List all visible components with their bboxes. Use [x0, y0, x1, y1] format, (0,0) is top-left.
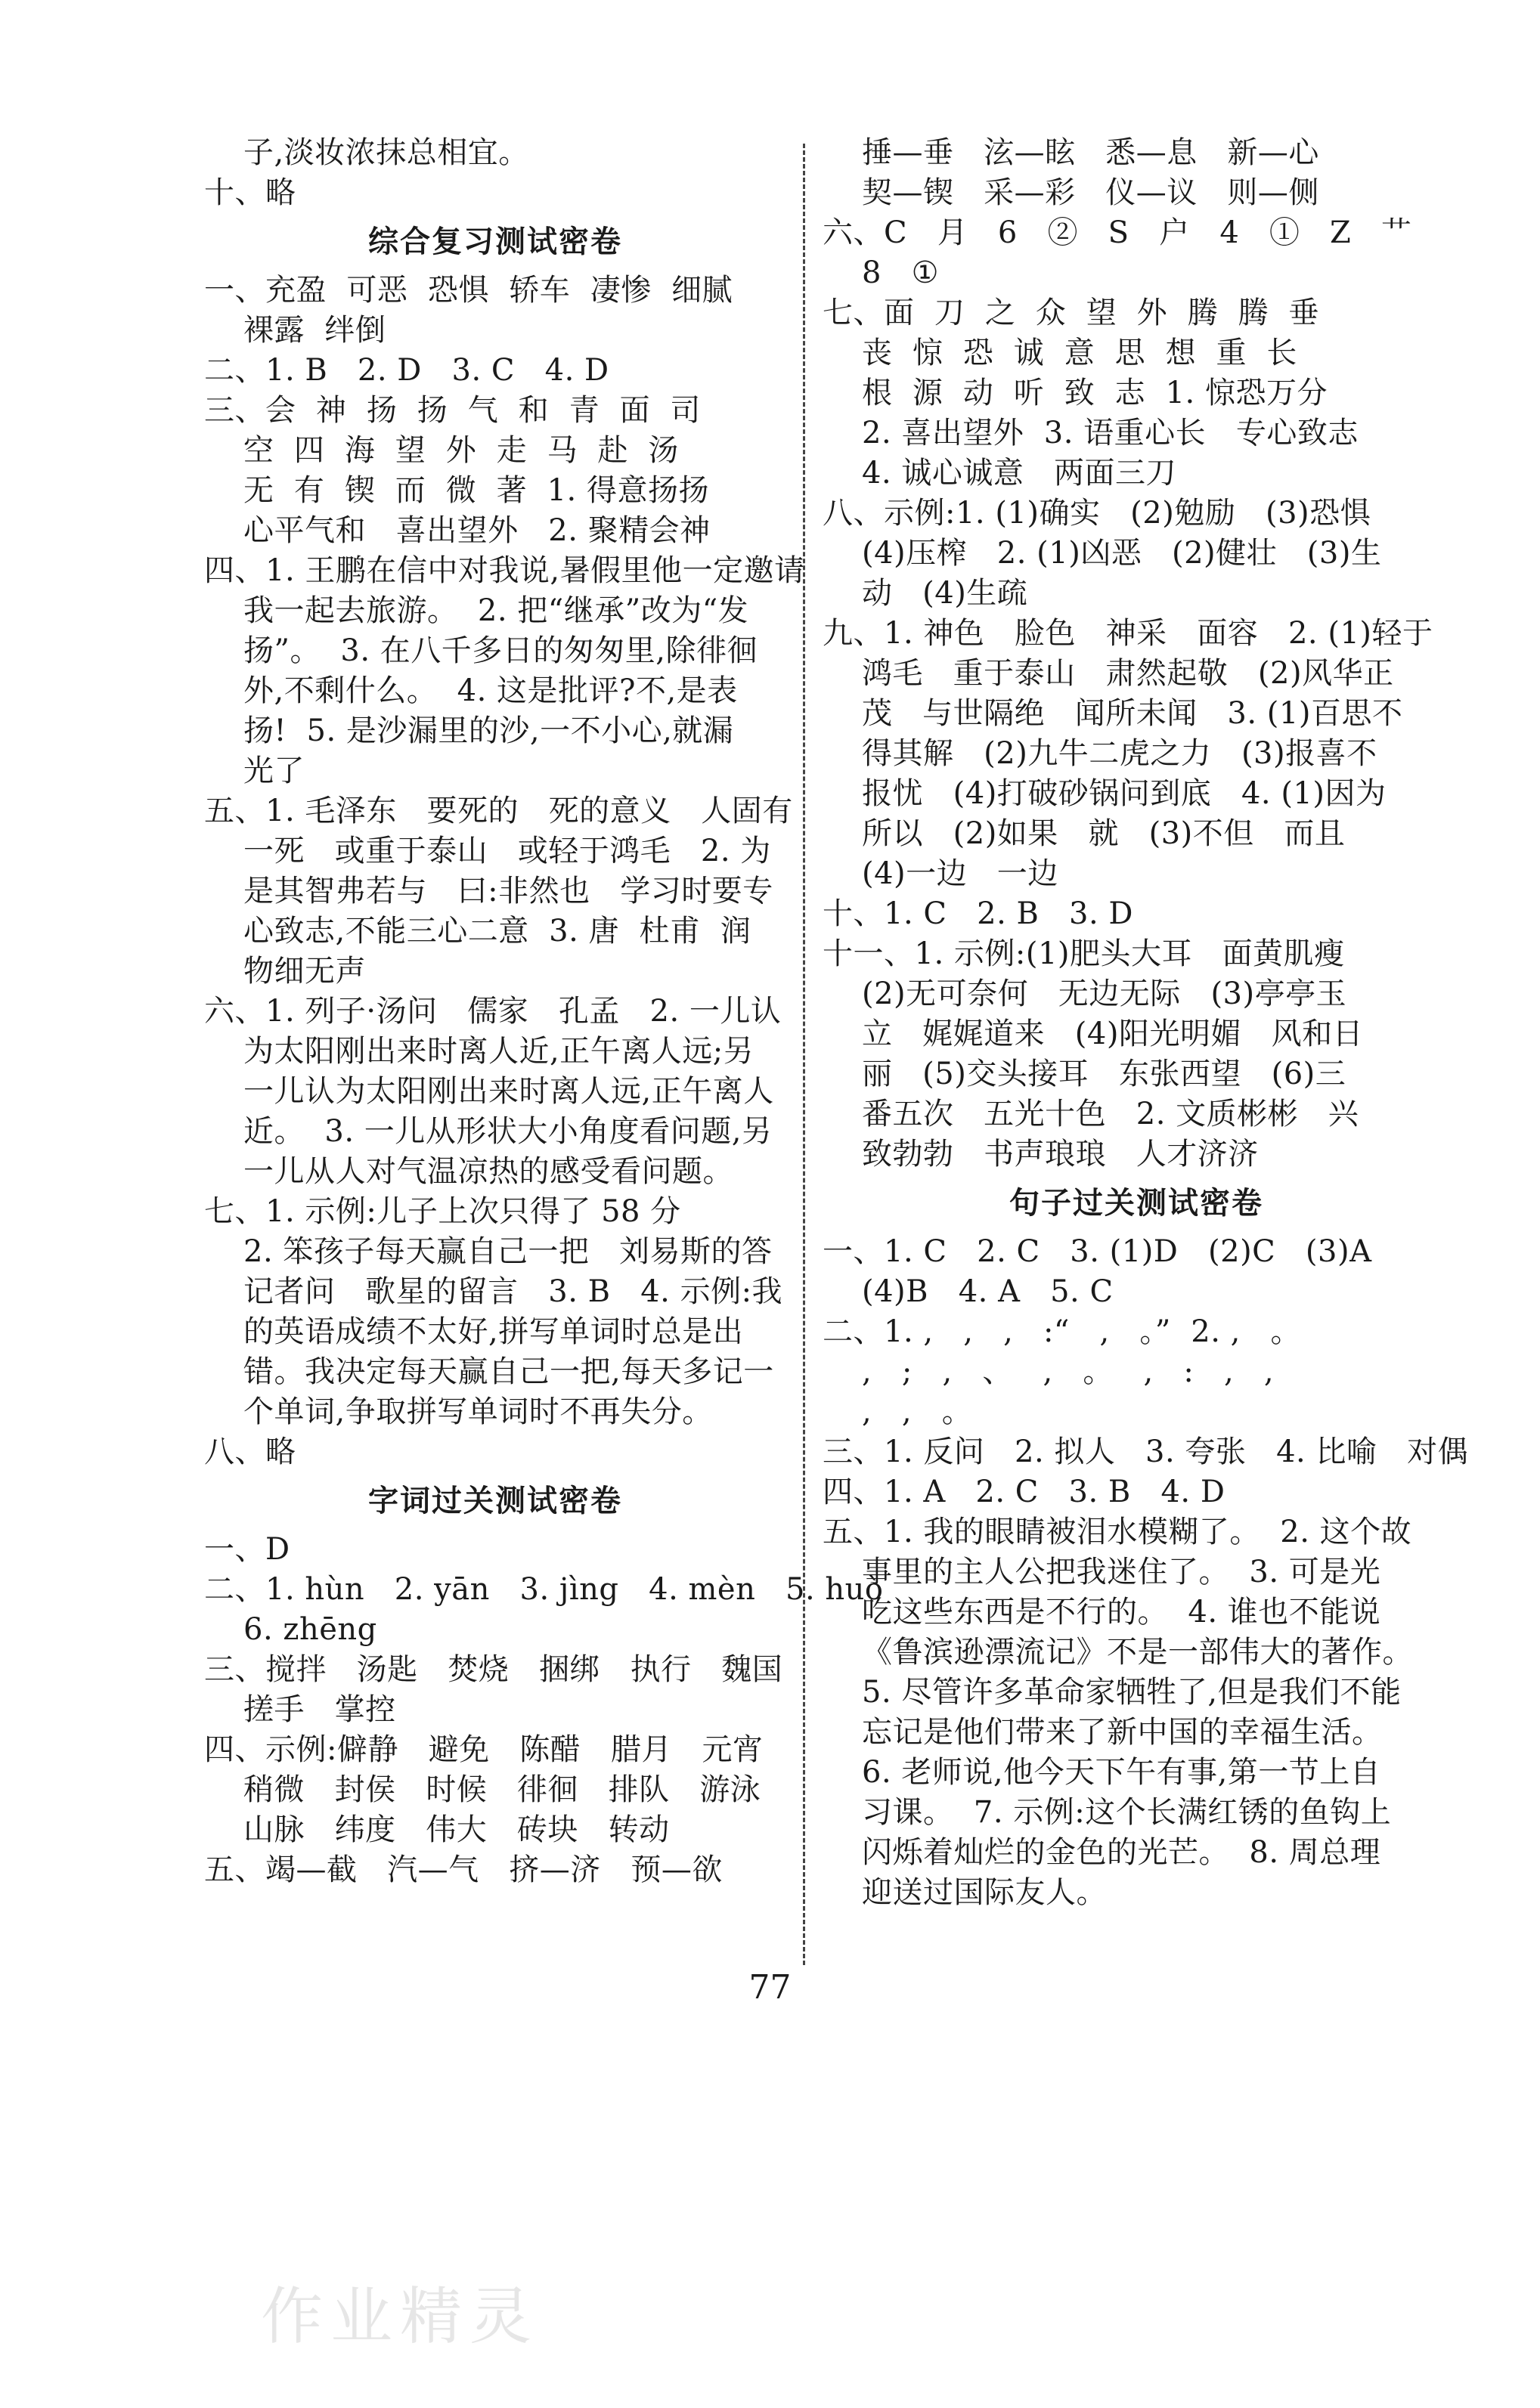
answer-line: 一、D [204, 1532, 290, 1567]
answer-line: (4)压榨 2. (1)凶恶 (2)健壮 (3)生 [862, 536, 1382, 571]
answer-line: 我一起去旅游。 2. 把“继承”改为“发 [243, 593, 749, 628]
answer-line: 契—锲 采—彩 仪—议 则—侧 [862, 175, 1319, 210]
answer-line: 6. 老师说,他今天下午有事,第一节上自 [862, 1755, 1381, 1790]
answer-line: 二、1. , , , :“ , 。” 2. , 。 [823, 1314, 1302, 1349]
answer-line: 得其解 (2)九牛二虎之力 (3)报喜不 [862, 736, 1377, 771]
answer-line: 吃这些东西是不行的。 4. 谁也不能说 [862, 1595, 1381, 1630]
answer-line: 错。我决定每天赢自己一把,每天多记一 [243, 1354, 774, 1389]
answer-line: 九、1. 神色 脸色 神采 面容 2. (1)轻于 [823, 616, 1433, 651]
answer-line: 山脉 纬度 伟大 砖块 转动 [243, 1812, 670, 1847]
answer-line: 一死 或重于泰山 或轻于鸿毛 2. 为 [243, 834, 771, 868]
answer-line: 三、1. 反问 2. 拟人 3. 夸张 4. 比喻 对偶 [823, 1435, 1469, 1469]
answer-line: 十一、1. 示例:(1)肥头大耳 面黄肌瘦 [823, 936, 1345, 971]
right-answer-column [823, 133, 1469, 1913]
answer-line: 动 (4)生疏 [862, 576, 1028, 611]
answer-line: 心致志,不能三心二意 3. 唐 杜甫 润 [243, 914, 751, 949]
watermark-logo: 作业精灵 [261, 2281, 540, 2353]
answer-line: 忘记是他们带来了新中国的幸福生活。 [862, 1715, 1383, 1750]
answer-line: 迎送过国际友人。 [862, 1875, 1107, 1910]
answer-line: 物细无声 [243, 954, 366, 989]
answer-line: 八、示例:1. (1)确实 (2)勉励 (3)恐惧 [823, 496, 1371, 531]
answer-line: 一儿从人对气温凉热的感受看问题。 [243, 1154, 733, 1189]
answer-line: 外,不剩什么。 4. 这是批评?不,是表 [243, 673, 738, 708]
answer-line: 七、1. 示例:儿子上次只得了 58 分 [204, 1194, 681, 1229]
answer-line: 一儿认为太阳刚出来时离人远,正午离人 [243, 1074, 774, 1109]
answer-line: 是其智弗若与 曰:非然也 学习时要专 [243, 874, 773, 908]
answer-line: 二、1. hùn 2. yān 3. jìng 4. mèn 5. huò [204, 1572, 884, 1607]
answer-line: 5. 尽管许多革命家牺牲了,但是我们不能 [862, 1675, 1402, 1710]
answer-line: 裸露 绊倒 [243, 313, 386, 348]
answer-line: 的英语成绩不太好,拼写单词时总是出 [243, 1314, 744, 1349]
left-answer-column [204, 133, 884, 1890]
answer-line: 五、1. 毛泽东 要死的 死的意义 人固有 [204, 794, 793, 828]
answer-line: 所以 (2)如果 就 (3)不但 而且 [862, 816, 1346, 851]
answer-line: 4. 诚心诚意 两面三刀 [862, 456, 1177, 491]
answer-line: 无 有 锲 而 微 著 1. 得意扬扬 [243, 473, 709, 508]
answer-line: 一、1. C 2. C 3. (1)D (2)C (3)A [823, 1234, 1372, 1269]
answer-line: 鸿毛 重于泰山 肃然起敬 (2)风华正 [862, 656, 1394, 691]
answer-line: 四、示例:僻静 避免 陈醋 腊月 元宵 [204, 1732, 764, 1767]
answer-line: 茂 与世隔绝 闻所未闻 3. (1)百思不 [862, 696, 1403, 731]
answer-line: 扬”。 3. 在八千多日的匆匆里,除徘徊 [243, 633, 758, 668]
answer-line: , , 。 [862, 1394, 973, 1429]
answer-line: 致勃勃 书声琅琅 人才济济 [862, 1137, 1259, 1172]
answer-line: (2)无可奈何 无边无际 (3)亭亭玉 [862, 977, 1347, 1011]
answer-line: 六、C 月 6 ② S 户 4 ① Z 艹 [823, 215, 1412, 250]
answer-line: 6. zhēng [243, 1612, 377, 1647]
answer-line: 八、略 [204, 1435, 296, 1469]
answer-line: 立 娓娓道来 (4)阳光明媚 风和日 [862, 1017, 1364, 1051]
answer-line: 根 源 动 听 致 志 1. 惊恐万分 [862, 376, 1328, 410]
answer-line: 五、竭—截 汽—气 挤—济 预—欲 [204, 1852, 723, 1887]
answer-line: 四、1. A 2. C 3. B 4. D [823, 1475, 1225, 1509]
answer-line: 搓手 掌控 [243, 1692, 396, 1727]
answer-line: 光了 [243, 754, 305, 788]
answer-line: 心平气和 喜出望外 2. 聚精会神 [243, 513, 711, 548]
page-number: 77 [748, 1968, 792, 2007]
answer-line: 十、1. C 2. B 3. D [823, 896, 1133, 931]
answer-line: 十、略 [204, 175, 296, 210]
answer-line: 空 四 海 望 外 走 马 赴 汤 [243, 433, 679, 468]
answer-line: 报忧 (4)打破砂锅问到底 4. (1)因为 [862, 776, 1387, 811]
answer-line: 闪烁着灿烂的金色的光芒。 8. 周总理 [862, 1835, 1381, 1870]
answer-line: 个单词,争取拼写单词时不再失分。 [243, 1394, 713, 1429]
answer-line: 三、会 神 扬 扬 气 和 青 面 司 [204, 393, 701, 428]
answer-line: 事里的主人公把我迷住了。 3. 可是光 [862, 1555, 1381, 1589]
answer-line: 稍微 封侯 时候 徘徊 排队 游泳 [243, 1772, 761, 1807]
answer-line: 捶—垂 泫—眩 悉—息 新—心 [862, 135, 1319, 170]
answer-line: 扬! 5. 是沙漏里的沙,一不小心,就漏 [243, 713, 734, 748]
answer-line: 8 ① [862, 255, 939, 290]
answer-line: , ; , 、 , 。 , : , , [862, 1354, 1275, 1389]
answer-line: 2. 喜出望外 3. 语重心长 专心致志 [862, 416, 1359, 450]
answer-line: 2. 笨孩子每天赢自己一把 刘易斯的答 [243, 1234, 773, 1269]
answer-line: 为太阳刚出来时离人近,正午离人远;另 [243, 1034, 755, 1069]
section-title: 综合复习测试密卷 [368, 224, 622, 259]
answer-line: 四、1. 王鹏在信中对我说,暑假里他一定邀请 [204, 553, 805, 588]
answer-line: 六、1. 列子·汤问 儒家 孔孟 2. 一儿认 [204, 994, 782, 1029]
answer-line: 番五次 五光十色 2. 文质彬彬 兴 [862, 1097, 1359, 1131]
answer-line: 近。 3. 一儿从形状大小角度看问题,另 [243, 1114, 773, 1149]
answer-line: 记者问 歌星的留言 3. B 4. 示例:我 [243, 1274, 783, 1309]
answer-line: 《鲁滨逊漂流记》不是一部伟大的著作。 [862, 1635, 1413, 1670]
answer-line: 丧 惊 恐 诚 意 思 想 重 长 [862, 336, 1297, 370]
answer-line: 三、搅拌 汤匙 焚烧 捆绑 执行 魏国 [204, 1652, 783, 1687]
answer-line: 习课。 7. 示例:这个长满红锈的鱼钩上 [862, 1795, 1392, 1830]
answer-line: 丽 (5)交头接耳 东张西望 (6)三 [862, 1057, 1346, 1091]
section-title: 字词过关测试密卷 [368, 1484, 622, 1518]
answer-line: 子,淡妆浓抹总相宜。 [243, 135, 529, 170]
answer-line: 二、1. B 2. D 3. C 4. D [204, 353, 609, 388]
answer-line: (4)一边 一边 [862, 856, 1058, 891]
answer-line: 一、充盈 可恶 恐惧 轿车 凄惨 细腻 [204, 273, 733, 308]
answer-line: (4)B 4. A 5. C [862, 1274, 1114, 1309]
column-divider [803, 144, 805, 1965]
answer-line: 五、1. 我的眼睛被泪水模糊了。 2. 这个故 [823, 1515, 1412, 1549]
answer-line: 七、面 刀 之 众 望 外 腾 腾 垂 [823, 296, 1319, 330]
section-title: 句子过关测试密卷 [1009, 1186, 1263, 1221]
